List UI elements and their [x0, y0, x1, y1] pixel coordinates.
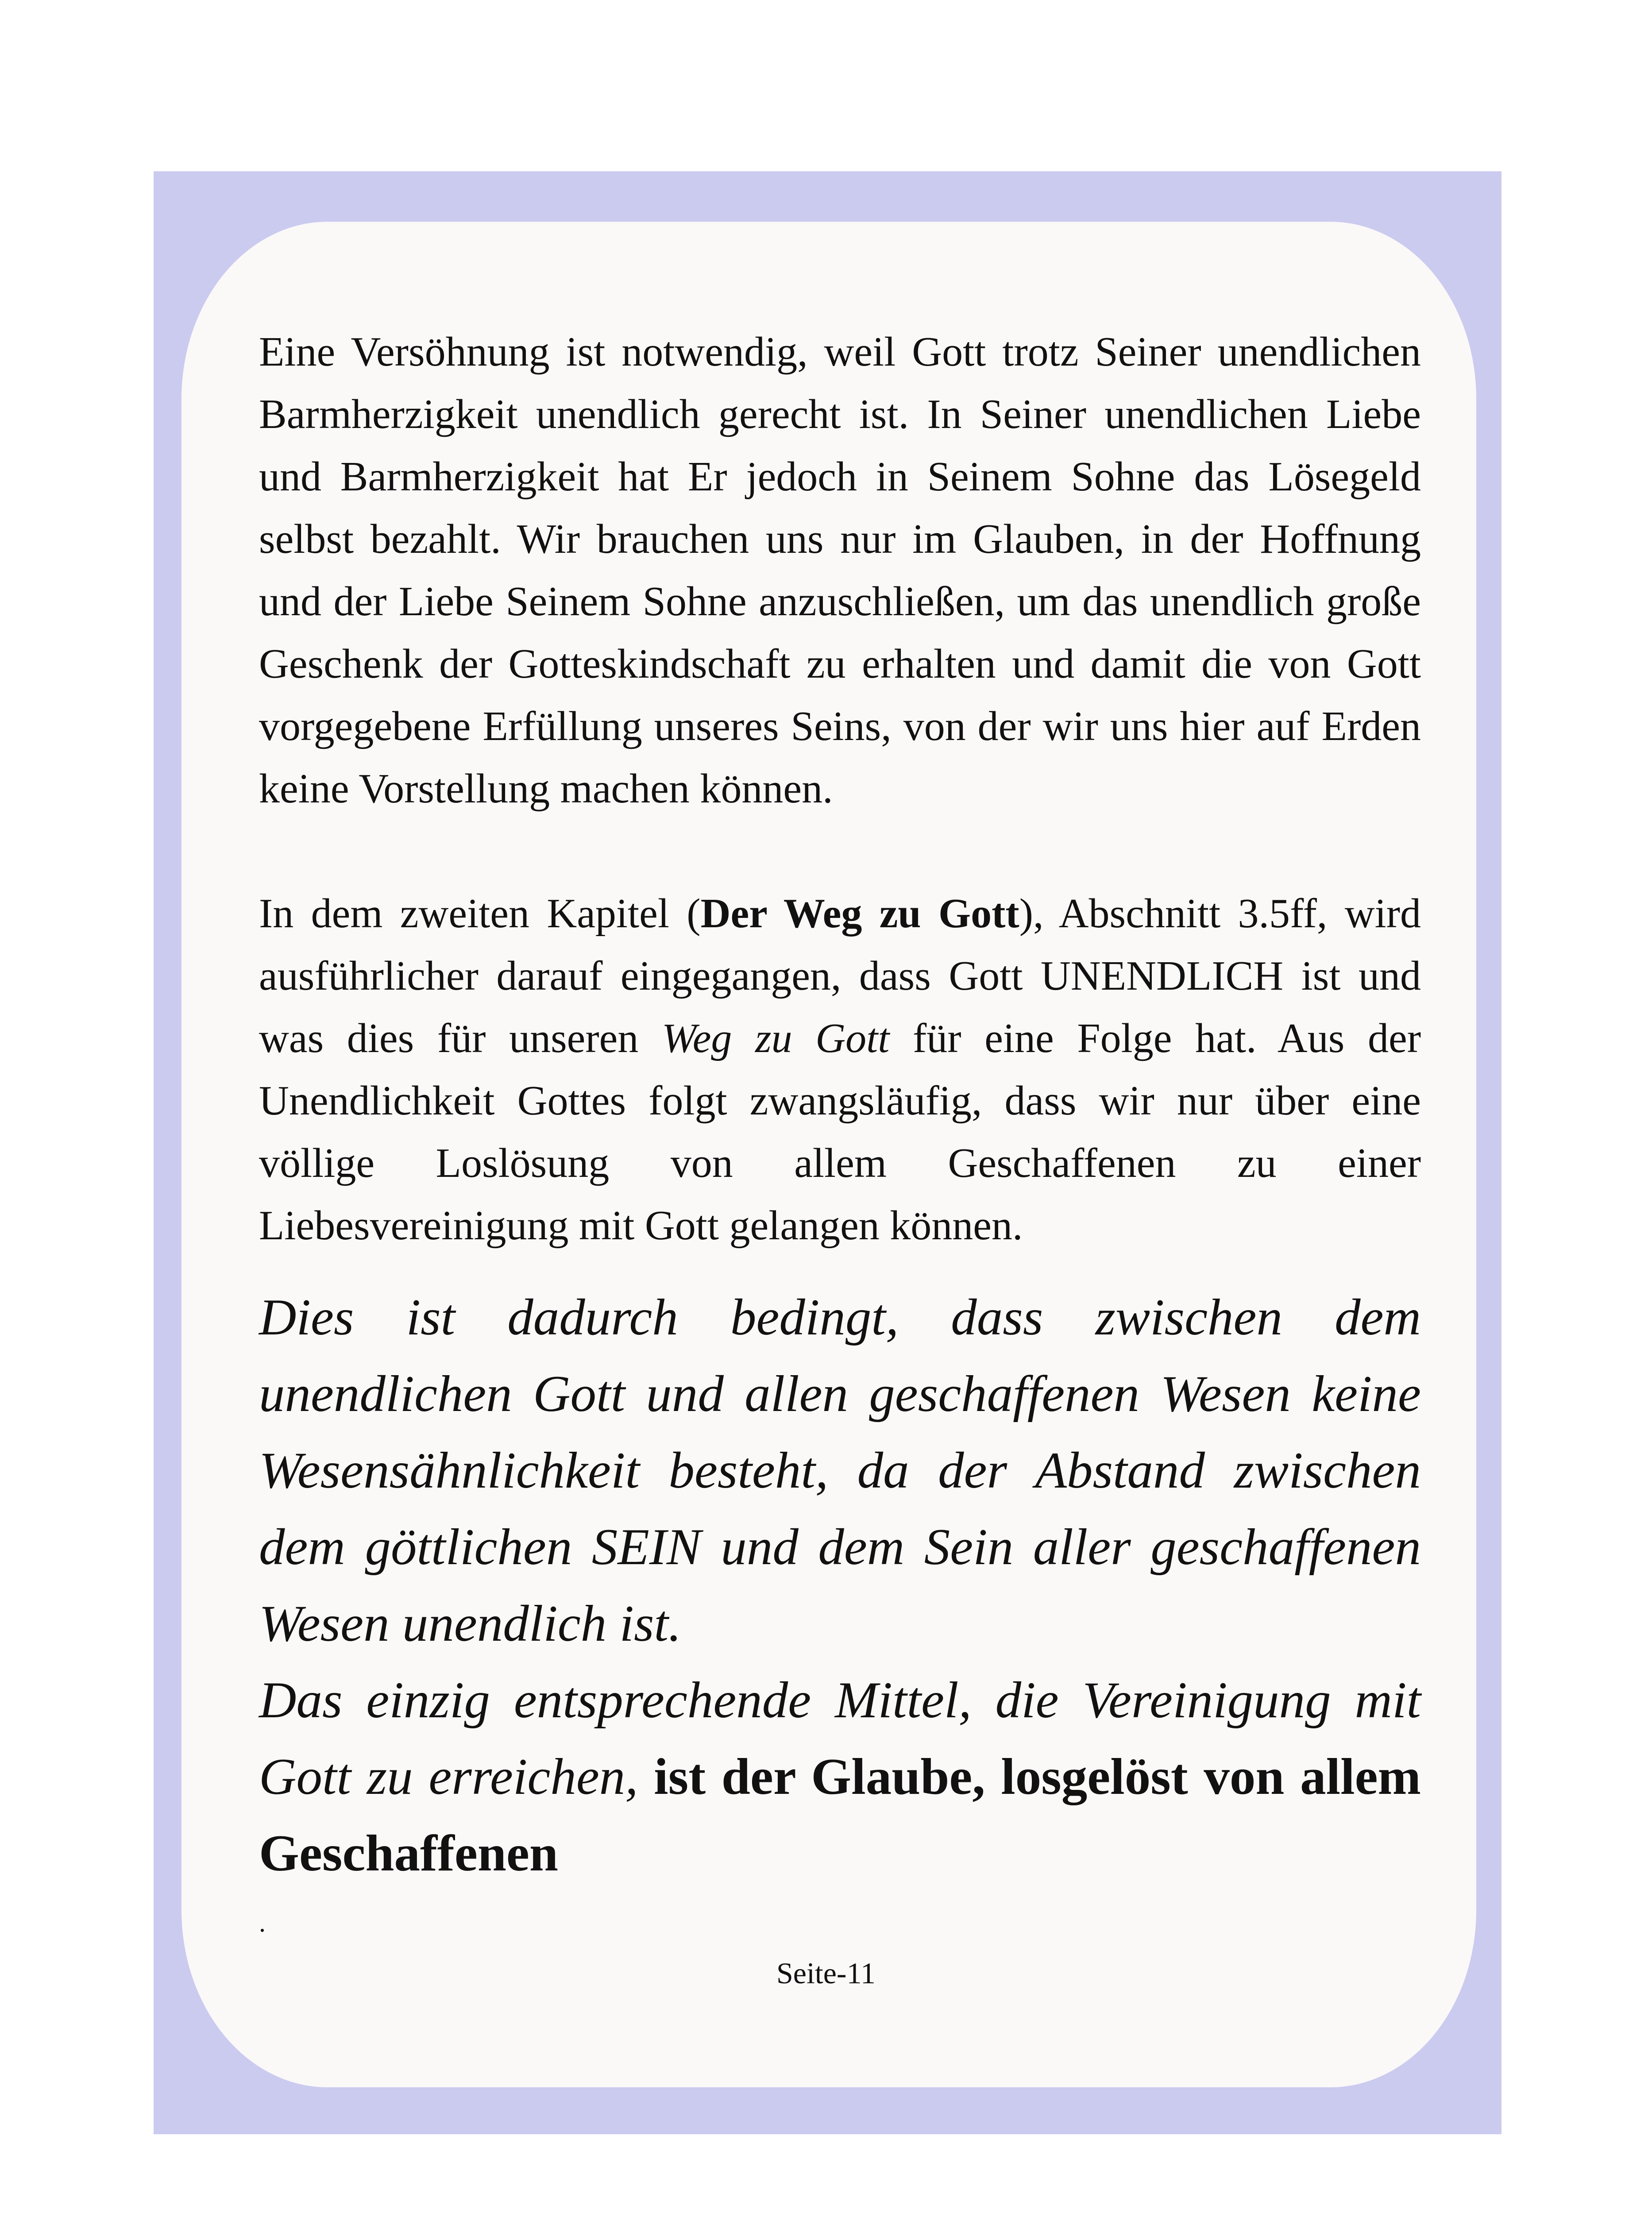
quote-sentence-2 — [259, 1662, 1421, 1892]
way-to-god-italic: Weg zu Gott — [662, 1015, 890, 1061]
quote-bold-ending: ist der Glaube, losgelöst von allem Geschaffenen — [259, 1748, 1421, 1882]
page-number: Seite-11 — [776, 1956, 876, 1990]
paragraph-2 — [259, 883, 1421, 1257]
trailing-period: . — [259, 1908, 266, 1937]
quote-sentence-2-text: Das einzig entsprechende Mittel, die Vereinigung mit Gott zu erreichen, — [259, 1672, 1421, 1805]
quote-sentence-1: Dies ist dadurch bedingt, dass zwischen dem unendlichen Gott und allen geschaffenen Wesen keine Wesensähnlichkeit besteht, da der Abstand zwischen dem göttlichen SEIN und dem Sein aller geschaffenen Wesen unendlich ist. — [259, 1289, 1421, 1652]
text-content — [259, 321, 1421, 1936]
paragraph-2-part-2: ), Abschnitt 3.5ff, wird ausführlicher darauf eingegangen, dass Gott UNENDLICH ist und was dies für unseren — [259, 891, 1421, 1061]
paragraph-2-part-1: In dem zweiten Kapitel ( — [259, 891, 701, 937]
paragraph-2-part-3: für eine Folge hat. Aus der Unendlichkeit Gottes folgt zwangsläufig, dass wir nur über eine völlige Loslösung von allem Geschaffenen zu einer Liebesvereinigung mit Gott gelangen können. — [259, 1015, 1421, 1249]
paragraph-1: Eine Versöhnung ist notwendig, weil Gott trotz Seiner unendlichen Barmherzigkeit unendlich gerecht ist. In Seiner unendlichen Liebe und Barmherzigkeit hat Er jedoch in Seinem Sohne das Lösegeld selbst bezahlt. Wir brauchen uns nur im Glauben, in der Hoffnung und der Liebe Seinem Sohne anzuschließen, um das unendlich große Geschenk der Gotteskindschaft zu erhalten und damit die von Gott vorgegebene Erfüllung unseres Seins, von der wir uns hier auf Erden keine Vorstellung machen können. — [259, 329, 1421, 812]
chapter-title-bold: Der Weg zu Gott — [700, 891, 1019, 937]
